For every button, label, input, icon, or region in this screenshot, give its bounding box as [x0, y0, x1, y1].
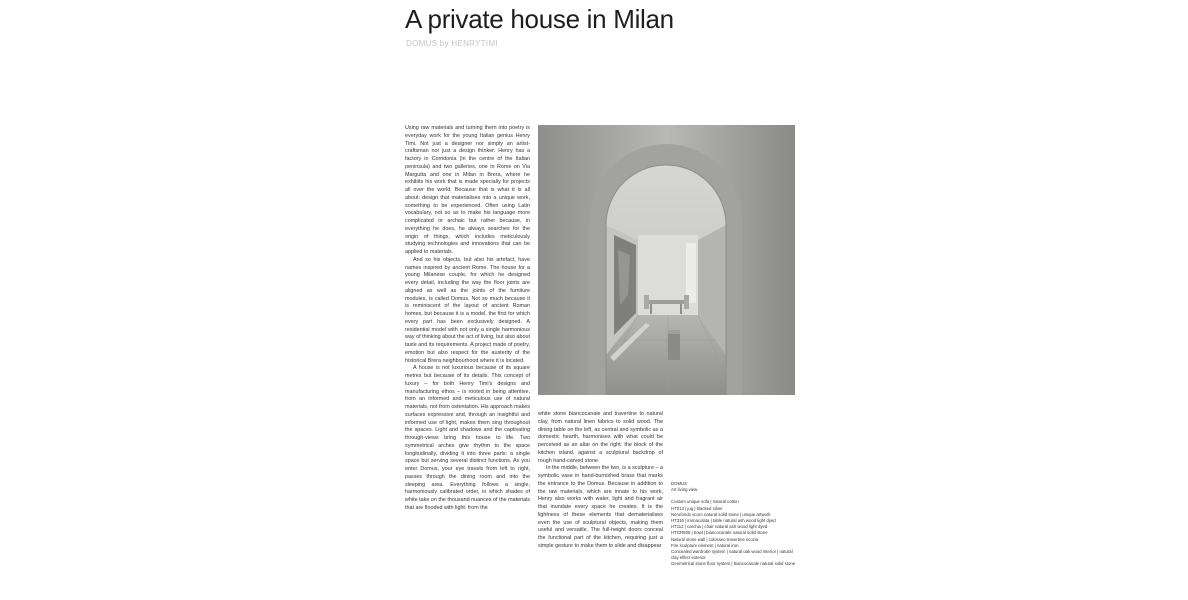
caption-title: DOMUS [671, 481, 687, 486]
text-column-1 [405, 125, 530, 600]
page-subtitle: DOMUS by HENRYTIMI [406, 39, 498, 48]
paragraph: In the middle, between the two, is a sculpture – a symbolic vase in hand-burnished brass that marks the entrance to the Domus. Because in addition to the raw materials, which are innate to his work, Henry also works with water, light and fragrant air that inundate every space he creates. It is the lightness of these elements that dematerialises even the use of sculptural objects, making them useful and versatile. The full-height doors conceal the functional part of the kitchen, requiring just a simple gesture to make them to slide and disappear [538, 465, 663, 549]
caption-line: HT112 | carchia | chair natural ash wood light dyed [671, 524, 768, 530]
caption-line: HT316 | immacolata | table natural ash wood light dyed [671, 518, 776, 524]
caption-line: Custom unique sofa | natural cotton [671, 499, 739, 505]
caption-line: HTGR805 | bowl | biancocanale natural solid stone [671, 530, 768, 536]
text-column-2 [538, 411, 663, 600]
caption-line: Nerofondo scuro natural solid stone | unique artwork [671, 511, 771, 517]
paragraph: And so his objects, but also his artefact, have names inspired by ancient Rome. The house for a young Milanese couple, for which he designed every detail, including the way the floor joints are aligned as well as the joints of the furniture modules, is called Domus. Not so much because it is reminiscent of the layout of ancient Roman homes, but because it is a model, the first for which every part has been exclusively designed. A residential model with not only a single harmonious way of thinking about the act of living, but also about taste and its requirements. A project made of poetry, emotion but also respect for the austerity of the historical Brera neighbourhood where it is located. [405, 256, 530, 364]
caption-subtitle: Art living view [671, 487, 698, 493]
caption-line: Fire sculpture element | natural iron [671, 542, 739, 548]
paragraph: Using raw materials and turning them into poetry is everyday work for the young Italian genius Henry Timi. Not just a designer nor simply an artist-craftsman nor just a design thinker: Henry has a factory in Corridonia (in the centre of the Italian peninsula) and two galleries, one in Rome on Via Margutta and one in Milan in Brera, where he exhibits his work that is made specially for projects all over the world. Because that is what it is all about: design that materialises into a unique work, something to be experienced. Often using Latin vocabulary, not so as to make his language more complicated or archaic but rather because, in everything he does, he always searches for the origin of things, which includes meticulously studying technologies and innovations that can be applied to materials. [405, 125, 530, 255]
caption-line: HT013 | jug | blacked silver [671, 505, 723, 511]
caption-line: Natural stone wall | colosseo travertine scozia [671, 536, 759, 542]
paragraph: white stone biancocanale and travertine to natural clay, from natural linen fabrics to solid wood. The dining table on the left, as central and symbolic as a domestic hearth, harmonises with what could be perceived as an altar on the right: the block of the kitchen island, against a sculptural backdrop of rough hand-carved stone. [538, 411, 663, 464]
caption-line: Concealed wardrobe system | natural oak wood interior | natural clay effect exterior [671, 549, 793, 561]
caption-line: Geometrical stone floor system | biancocanale natural solid stone [671, 561, 796, 567]
interior-arch-photo [538, 125, 795, 395]
page-title: A private house in Milan [405, 4, 674, 34]
paragraph: A house is not luxurious because of its square metres but because of its details. This concept of luxury – for both Henry Timi's designs and manufacturing ethos – is rooted in being attentive, from an informed and meticulous use of natural materials, not from ostentation. His approach makes surfaces expressive and, through an insightful and informed use of light, makes them sing throughout the spaces. Light and shadows and the captivating through-views bring this house to life. Two symmetrical arches give rhythm to the space longitudinally, dividing it into three parts: a single space but serving several distinct functions. As you enter Domus, your eye travels from left to right, passes through the dining room and into the sleeping area. Everything follows a single, harmoniously calibrated order, in which shades of white take on the thousand nuances of the materials that are flooded with light: from the [405, 365, 530, 511]
photo-captions [671, 481, 801, 568]
